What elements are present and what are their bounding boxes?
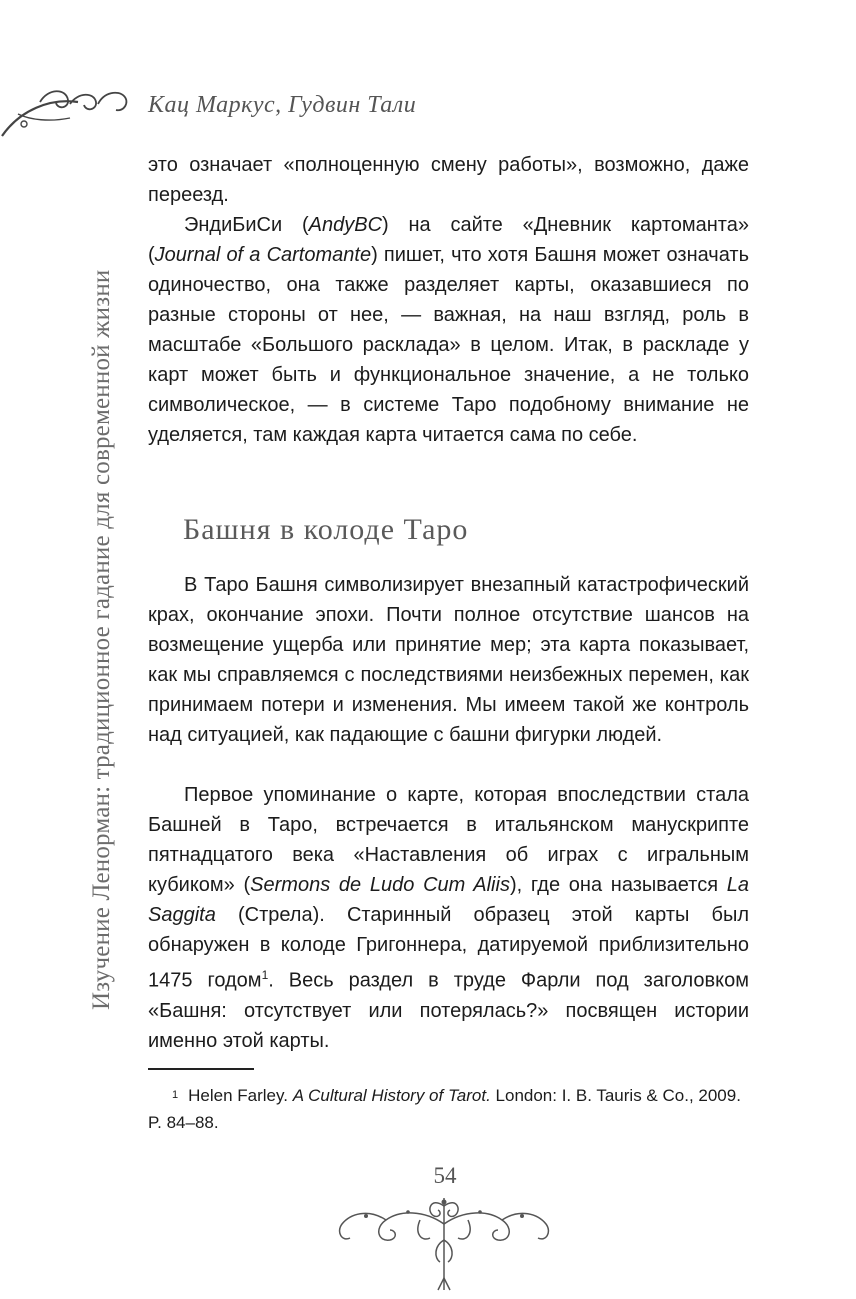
footnote-author: Helen Farley. bbox=[188, 1086, 288, 1105]
footer-floral-ornament bbox=[330, 1190, 558, 1294]
section-heading: Башня в колоде Таро bbox=[183, 513, 469, 546]
paragraph-4-italic-1: Sermons de Ludo Cum Aliis bbox=[250, 874, 510, 896]
paragraph-4-text-4: . Весь раздел в труде Фарли под заголовком «Башня: отсутствует или потерялась?» посвящен истории именно этой карты. bbox=[148, 969, 749, 1052]
running-book-title: Изучение Ленорман: традиционное гадание для современной жизни bbox=[88, 269, 115, 1010]
paragraph-4-text-3: (Стрела). Старинный образец этой карты был обнаружен в колоде Григоннера, датируемой приблизительно 1475 годом bbox=[148, 904, 749, 992]
paragraph-1: это означает «полноценную смену работы», возможно, даже переезд. bbox=[148, 154, 749, 206]
paragraph-4-italic-2: La Saggita bbox=[148, 874, 749, 926]
paragraph-2-text-2: ) на сайте «Дневник картоманта» ( bbox=[148, 214, 749, 266]
paragraph-4 bbox=[148, 780, 749, 1056]
paragraph-2-italic-1: AndyBC bbox=[308, 214, 383, 236]
footnote-reference: 1 bbox=[261, 968, 269, 982]
paragraph-3: В Таро Башня символизирует внезапный катастрофический крах, окончание эпохи. Почти полное отсутствие шансов на возмещение ущерба или принятие мер; эта карта показывает, как мы справляемся с последствиями неизбежных перемен, как принимаем потери и изменения. Мы имеем такой же контроль над ситуацией, как падающие с башни фигурки людей. bbox=[148, 574, 749, 746]
paragraph-2-text-3: ) пишет, что хотя Башня может означать одиночество, она также разделяет карты, оказавшиеся по разные стороны от нее, — важная, на наш взгляд, роль в масштабе «Большого расклада» в целом. Итак, в раскладе у карт может быть и функциональное значение, а не только символическое, — в системе Таро подобному внимание не уделяется, там каждая карта читается сама по себе. bbox=[148, 244, 749, 446]
paragraph-2-text-1: ЭндиБиСи ( bbox=[184, 214, 309, 236]
paragraph-4-text-2: ), где она называется bbox=[509, 874, 727, 896]
paragraph-2-italic-2: Journal of a Cartomante bbox=[154, 244, 372, 266]
header-flourish-ornament bbox=[0, 80, 140, 140]
footnote-divider bbox=[148, 1068, 254, 1070]
footnote bbox=[148, 1082, 749, 1136]
footnote-mark: 1 bbox=[172, 1089, 179, 1101]
header-author: Кац Маркус, Гудвин Тали bbox=[148, 92, 417, 118]
paragraph-4-text-1: Первое упоминание о карте, которая впоследствии стала Башней в Таро, встречается в итальянском манускрипте пятнадцатого века «Наставления об играх с игральным кубиком» ( bbox=[148, 784, 749, 896]
footnote-publication: London: I. B. Tauris & Co., 2009. P. 84–88. bbox=[148, 1086, 741, 1132]
footnote-title: A Cultural History of Tarot. bbox=[292, 1086, 491, 1105]
paragraph-2 bbox=[148, 210, 749, 450]
page-number: 54 bbox=[433, 1163, 457, 1188]
